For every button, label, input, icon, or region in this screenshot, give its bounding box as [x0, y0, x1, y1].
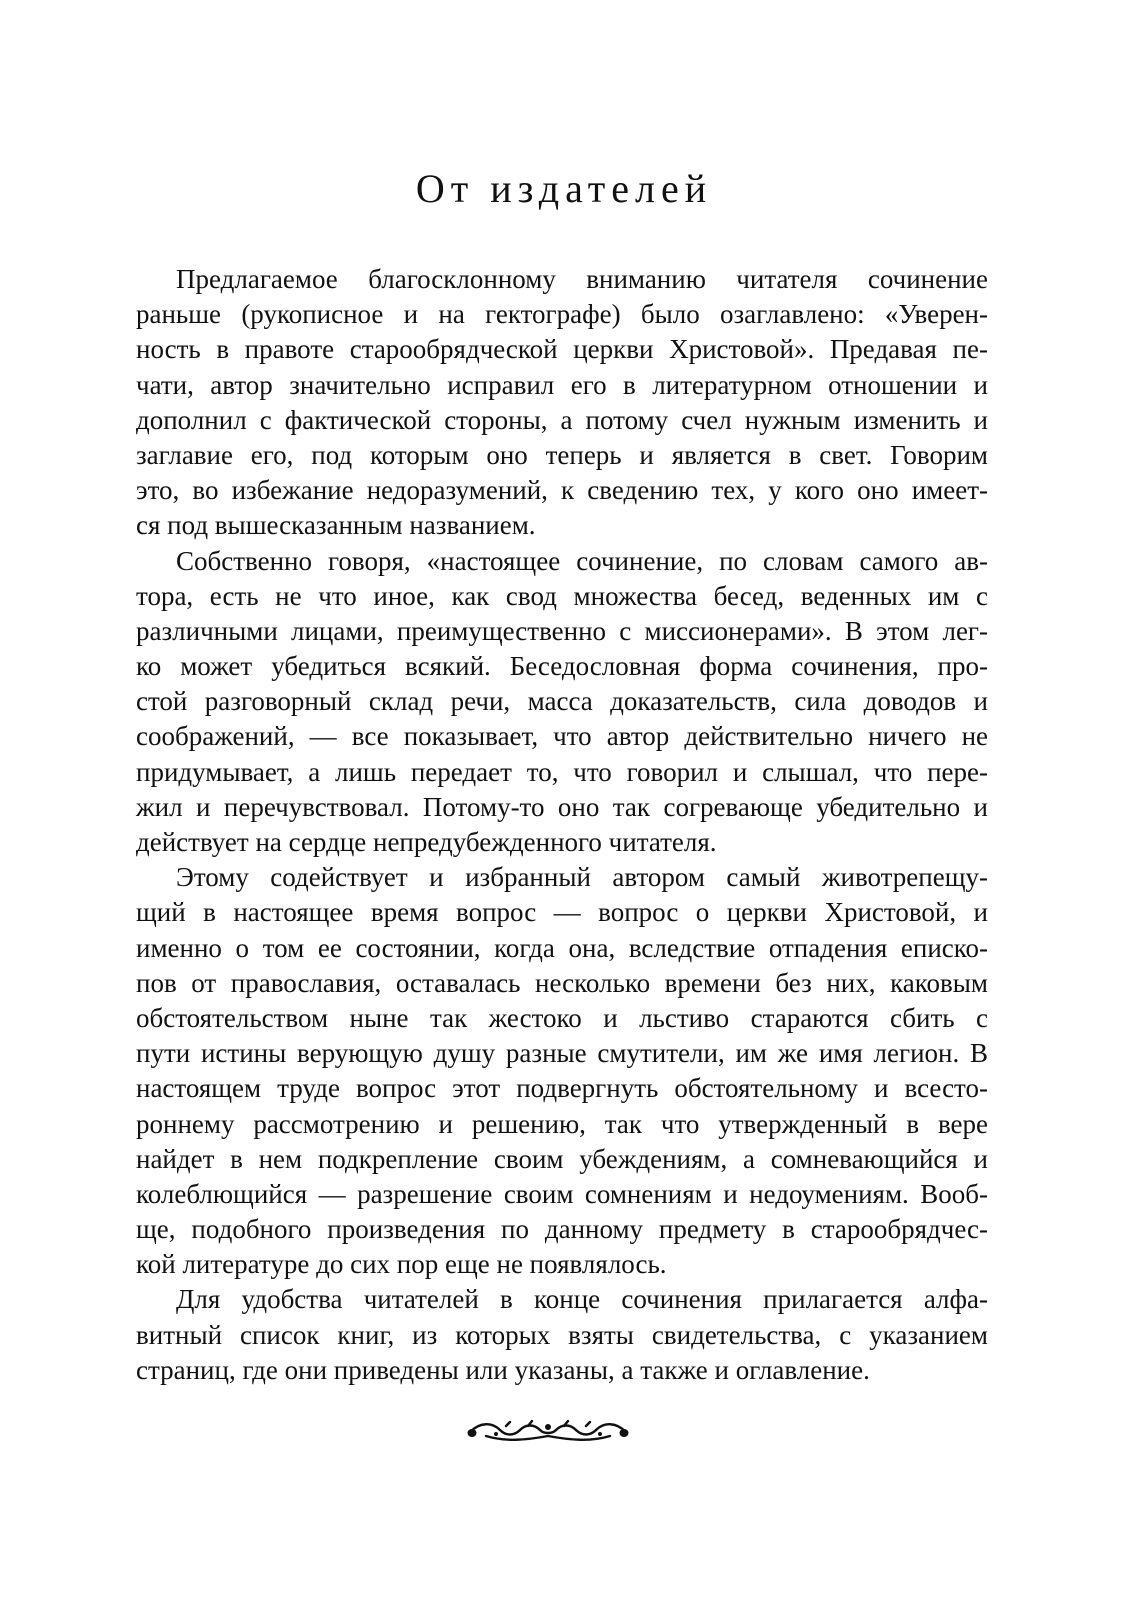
text-line: страниц, где они приведены или указаны, а также и оглавление. — [136, 1354, 870, 1385]
text-line: ще, подобного произведения по данному предмету в старообрядчес- — [136, 1214, 988, 1245]
text-line: Собственно говоря, «настоящее сочинение, по словам самого ав- — [176, 545, 988, 576]
text-line: кой литературе до сих пор еще не появлялось. — [136, 1249, 667, 1280]
text-line: именно о том ее состоянии, когда она, вследствие отпадения еписко- — [136, 932, 988, 963]
text-line: стой разговорный склад речи, масса доказательств, сила доводов и — [136, 686, 988, 717]
text-line: ко может убедиться всякий. Беседословная форма сочинения, про- — [136, 651, 988, 682]
text-line: чати, автор значительно исправил его в литературном отношении и — [136, 369, 988, 400]
text-line: колеблющийся — разрешение своим сомнениям и недоумениям. Вооб- — [136, 1178, 988, 1209]
text-line: щий в настоящее время вопрос — вопрос о церкви Христовой, и — [136, 897, 988, 928]
text-line: жил и перечувствовал. Потому-то оно так согревающе убедительно и — [136, 791, 988, 822]
text-line: Этому содействует и избранный автором самый животрепещу- — [176, 862, 988, 893]
text-line: ся под вышесказанным названием. — [136, 510, 536, 541]
text-line: различными лицами, преимущественно с миссионерами». В этом лег- — [136, 615, 988, 646]
text-line: ность в правоте старообрядческой церкви Христовой». Предавая пе- — [136, 334, 988, 365]
text-line: придумывает, а лишь передает то, что говорил и слышал, что пере- — [136, 756, 988, 787]
vignette-ornament-icon — [466, 1418, 630, 1444]
page-title: От издателей — [415, 166, 713, 211]
text-line: найдет в нем подкрепление своим убеждениям, а сомневающийся и — [136, 1143, 988, 1174]
text-line: действует на сердце непредубежденного читателя. — [136, 827, 717, 857]
text-line: Предлагаемое благосклонному вниманию читателя сочинение — [176, 264, 988, 294]
text-line: пов от православия, оставалась несколько времени без них, каковым — [136, 967, 988, 998]
text-line: Для удобства читателей в конце сочинения прилагается алфа- — [176, 1284, 988, 1315]
text-line: пути истины верующую душу разные смутители, им же имя легион. В — [136, 1038, 988, 1069]
text-line: это, во избежание недоразумений, к сведению тех, у кого оно имеет- — [136, 475, 988, 506]
text-line: тора, есть не что иное, как свод множества бесед, веденных им с — [136, 580, 988, 611]
preface-text — [136, 262, 988, 1388]
text-line: соображений, — все показывает, что автор действительно ничего не — [136, 721, 988, 752]
text-line: дополнил с фактической стороны, а потому счел нужным изменить и — [136, 404, 988, 435]
text-line: настоящем труде вопрос этот подвергнуть обстоятельному и всесто- — [136, 1073, 988, 1104]
text-line: заглавие его, под которым оно теперь и является в свет. Говорим — [136, 439, 988, 470]
text-line: обстоятельством ныне так жестоко и льстиво стараются сбить с — [136, 1002, 988, 1033]
text-line: роннему рассмотрению и решению, так что утвержденный в вере — [136, 1108, 988, 1139]
text-line: витный список книг, из которых взяты свидетельства, с указанием — [136, 1319, 988, 1350]
text-line: раньше (рукописное и на гектографе) было озаглавлено: «Уверен- — [136, 299, 988, 330]
